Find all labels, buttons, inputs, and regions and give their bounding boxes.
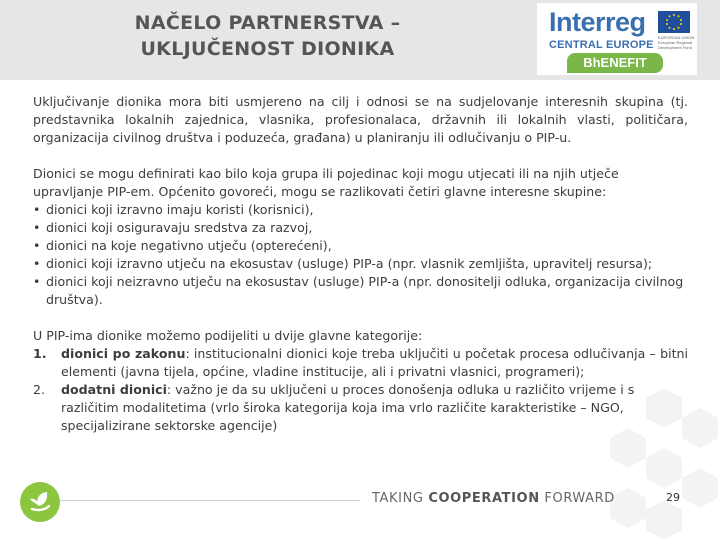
eu-caption: EUROPEAN UNION European Regional Development Fund	[658, 35, 695, 50]
list-item: • dionici na koje negativno utječu (opterećeni),	[33, 238, 332, 253]
category-text: : važno je da su uključeni u proces donošenja odluka u različito vrijeme i s različitim modalitetima (vrlo široka kategorija koja ima vrlo različite karakteristike – NGO, specijalizirane sektorske agencije)	[61, 382, 635, 433]
numbered-list	[33, 345, 688, 435]
list-item	[33, 345, 688, 381]
list-item: • dionici koji izravno imaju koristi (korisnici),	[33, 202, 314, 217]
logo-region: CENTRAL EUROPE	[549, 39, 654, 51]
footer-divider	[60, 500, 360, 501]
item-number: 2.	[33, 382, 46, 397]
leaf-icon	[20, 482, 60, 522]
page-number: 29	[666, 491, 680, 504]
groups-intro: Dionici se mogu definirati kao bilo koja grupa ili pojedinac koji mogu utjecati ili na njih utječe upravljanje PIP-em. Općenito govoreći, mogu se razlikovati četiri glavne interesne skupine:	[33, 166, 619, 199]
list-item	[33, 381, 688, 435]
bullet-list	[33, 201, 688, 309]
title-line-2: UKLJUČENOST DIONIKA	[140, 38, 395, 60]
stakeholder-groups-section	[33, 165, 688, 309]
logo-brand: Interreg	[549, 7, 646, 37]
item-number: 1.	[33, 346, 47, 361]
header-bar	[0, 0, 720, 80]
project-badge: BhENEFIT	[567, 53, 663, 73]
category-term: dionici po zakonu	[61, 346, 186, 361]
page-title	[100, 10, 435, 62]
slide-body	[33, 93, 688, 453]
interreg-logo	[537, 3, 697, 75]
category-text: : institucionalni dionici koje treba uključiti u početak procesa odlučivanja – bitni elementi (javna tijela, općine, vladine institucije, ali i privatni vlasnici, programeri);	[61, 346, 689, 379]
categories-section	[33, 327, 688, 435]
list-item: • dionici koji osiguravaju sredstva za razvoj,	[33, 220, 313, 235]
footer-tagline: TAKING COOPERATION FORWARD	[372, 491, 615, 506]
eu-flag-icon	[658, 11, 690, 33]
category-term: dodatni dionici	[61, 382, 167, 397]
list-item: • dionici koji izravno utječu na ekosustav (usluge) PIP-a (npr. vlasnik zemljišta, upravitelj resursa);	[33, 256, 653, 271]
list-item: • dionici koji neizravno utječu na ekosustav (usluge) PIP-a (npr. donositelji odluka, organizacija civilnog društva).	[33, 274, 684, 307]
hexagon-pattern-decoration	[604, 388, 720, 540]
intro-paragraph: Uključivanje dionika mora biti usmjereno na cilj i odnosi se na sudjelovanje interesnih skupina (tj. predstavnika lokalnih zajednica, vlasnika, profesionalaca, državnih ili lokalnih vlasti, političara, organizacija civilnog društva i poduzeća, građana) u planiranju ili odlučivanju o PIP-u.	[33, 94, 688, 145]
title-line-1: NAČELO PARTNERSTVA –	[134, 12, 401, 34]
categories-intro: U PIP-ima dionike možemo podijeliti u dvije glavne kategorije:	[33, 328, 423, 343]
